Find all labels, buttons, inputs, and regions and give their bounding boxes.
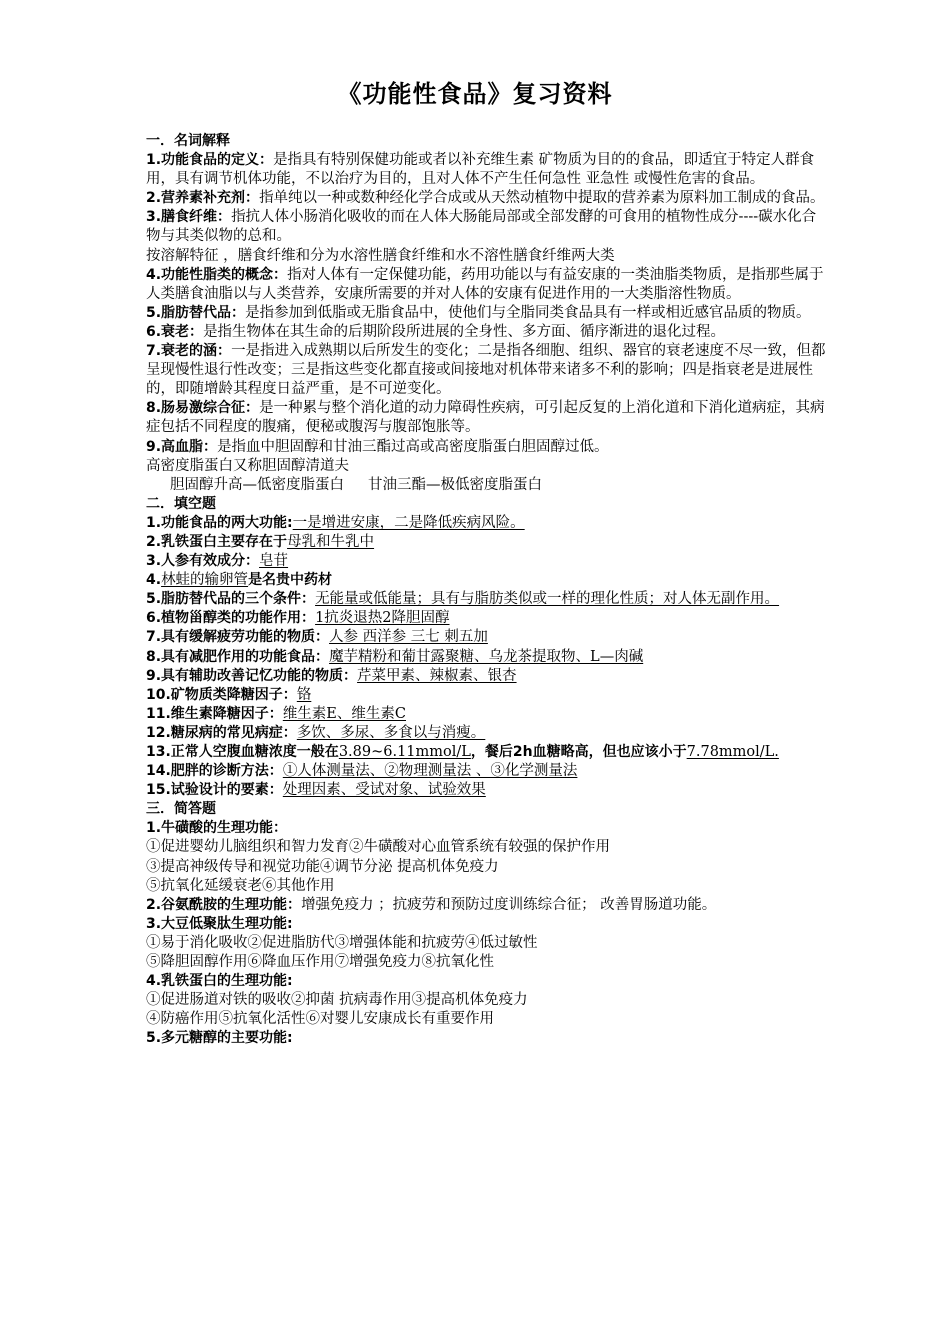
- answer-line: ③提高神级传导和视觉功能④调节分泌 提高机体免疫力: [146, 858, 499, 875]
- section-heading-terms: 一．名词解释: [146, 133, 230, 149]
- question-label: 2.谷氨酰胺的生理功能：: [146, 896, 302, 913]
- document-body: [146, 132, 828, 1049]
- question-label: 4.乳铁蛋白的生理功能:: [146, 973, 293, 990]
- answer-line: ⑤降胆固醇作用⑥降血压作用⑦增强免疫力⑧抗氧化性: [146, 954, 494, 971]
- term-text: 指对人体有一定保健功能，药用功能以与有益安康的一类油脂类物质，是指那些属于人类膳食油脂以与人类营养，安康所需要的并对人体的安康有促进作用的一大类脂溶性物质。: [146, 266, 824, 302]
- term-item: [146, 323, 828, 342]
- fill-number: 4.: [146, 572, 162, 589]
- fill-label: 是名贵中药材: [248, 572, 333, 589]
- term-label: 2.营养素补充剂：: [146, 190, 260, 207]
- fill-label: 13.正常人空腹血糖浓度一般在: [146, 744, 339, 760]
- term-text: 是一种累与整个消化道的动力障碍性疾病，可引起反复的上消化道和下消化道病症，其病症包括不同程度的腹痛，便秘或腹泻与腹部饱胀等。: [146, 400, 825, 436]
- fill-item: [146, 667, 828, 686]
- fill-answer: 维生素E、维生素C: [282, 705, 406, 722]
- term-label: 8.肠易激综合征：: [146, 400, 260, 417]
- fill-answer: 一是增进安康，二是降低疾病风险。: [292, 514, 525, 531]
- term-item: [146, 304, 828, 323]
- fill-item: [146, 686, 828, 705]
- fill-item: [146, 552, 828, 571]
- fill-label: 3.人参有效成分：: [146, 553, 260, 570]
- term-item: [146, 151, 828, 189]
- fill-answer: ①人体测量法、②物理测量法 、③化学测量法: [282, 763, 578, 780]
- ldl-note: 胆固醇升高—低密度脂蛋白: [170, 476, 344, 493]
- term-label: 7.衰老的涵：: [146, 343, 232, 360]
- fill-item: [146, 590, 828, 609]
- fill-label: 1.功能食品的两大功能:: [146, 514, 293, 531]
- fill-answer: 处理因素、受试对象、试验效果: [282, 782, 486, 799]
- term-label: 4.功能性脂类的概念：: [146, 266, 288, 283]
- term-label: 3.膳食纤维：: [146, 209, 232, 226]
- fill-item: [146, 514, 828, 533]
- document-title: 《功能性食品》复习资料: [337, 80, 613, 108]
- fill-item: [146, 648, 828, 667]
- fill-answer: 林蛙的输卵管: [161, 572, 249, 589]
- answer-line: ①易于消化吸收②促进脂肪代③增强体能和抗疲劳④低过敏性: [146, 934, 538, 951]
- fill-answer: 人参 西洋参 三七 刺五加: [329, 629, 488, 646]
- fill-item: [146, 743, 828, 762]
- term-text: 是指参加到低脂或无脂食品中，使他们与全脂同类食品具有一样或相近感官品质的物质。: [245, 304, 811, 321]
- fill-label: 11.维生素降糖因子：: [146, 705, 283, 722]
- fill-item: [146, 781, 828, 800]
- fill-item: [146, 628, 828, 647]
- fill-label: 14.肥胖的诊断方法：: [146, 763, 283, 780]
- term-note: 高密度脂蛋白又称胆固醇清道夫: [146, 457, 349, 474]
- fill-label: 15.试验设计的要素：: [146, 782, 283, 799]
- fill-label: 6.植物甾醇类的功能作用：: [146, 610, 316, 627]
- answer-line: ⑤抗氧化延缓衰老⑥其他作用: [146, 877, 335, 894]
- fill-answer: 3.89~6.11mmol/L: [338, 744, 471, 760]
- term-note: 按溶解特征 ，膳食纤维和分为水溶性膳食纤维和水不溶性膳食纤维两大类: [146, 247, 615, 264]
- fill-label-cont: ，餐后2h血糖略高，但也应该小于: [470, 744, 687, 760]
- fill-answer: 皂苷: [259, 553, 289, 570]
- term-text: 一是指进入成熟期以后所发生的变化；二是指各细胞、组织、器官的衰老速度不尽一致，但都呈现慢性退行性改变；三是指这些变化都直接或间接地对机体带来诸多不利的影响；四是指衰老是进展性的，即随增龄其程度日益严重，是不可逆变化。: [146, 343, 826, 398]
- fill-answer: 魔芋精粉和葡甘露聚糖、乌龙茶提取物、L—肉碱: [329, 648, 644, 665]
- term-item: [146, 342, 828, 399]
- term-label: 6.衰老：: [146, 323, 204, 340]
- fill-item: [146, 609, 828, 628]
- fill-label: 9.具有辅助改善记忆功能的物质：: [146, 667, 358, 684]
- fill-label: 2.乳铁蛋白主要存在于: [146, 533, 288, 550]
- fill-item: [146, 533, 828, 552]
- term-note: [146, 476, 828, 495]
- fill-label: 7.具有缓解疲劳功能的物质：: [146, 629, 330, 646]
- term-item: [146, 208, 828, 246]
- term-text: 是指生物体在其生命的后期阶段所进展的全身性、多方面、循序渐进的退化过程。: [203, 323, 726, 340]
- answer-line: ①促进婴幼儿脑组织和智力发育②牛磺酸对心血管系统有较强的保护作用: [146, 839, 610, 856]
- section-heading-fill: 二．填空题: [146, 495, 216, 512]
- section-heading-short: 三．简答题: [146, 801, 216, 818]
- question-label: 1.牛磺酸的生理功能：: [146, 820, 288, 837]
- fill-answer-2: 7.78mmol/L.: [686, 744, 779, 760]
- fill-answer: 铬: [296, 686, 312, 703]
- term-label: 9.高血脂：: [146, 438, 218, 455]
- term-item: [146, 438, 828, 457]
- question-label: 3.大豆低聚肽生理功能:: [146, 915, 293, 932]
- term-text: 指单纯以一种或数种经化学合成或从天然动植物中提取的营养素为原料加工制成的食品。: [259, 190, 825, 207]
- fill-label: 12.糖尿病的常见病症：: [146, 724, 297, 741]
- question-label: 5.多元糖醇的主要功能:: [146, 1030, 293, 1047]
- fill-label: 8.具有减肥作用的功能食品：: [146, 648, 330, 665]
- fill-answer: 芹菜甲素、辣椒素、银杏: [357, 667, 517, 684]
- question-item: [146, 896, 828, 915]
- fill-answer: 多饮、多尿、多食以与消瘦。: [296, 724, 486, 741]
- term-label: 1.功能食品的定义：: [146, 152, 274, 169]
- term-item: [146, 189, 828, 208]
- fill-item: [146, 705, 828, 724]
- fill-answer: 1抗炎退热2降胆固醇: [315, 610, 450, 627]
- fill-item: [146, 762, 828, 781]
- fill-item: [146, 571, 828, 590]
- term-item: [146, 399, 828, 437]
- fill-label: 5.脂肪替代品的三个条件：: [146, 591, 316, 608]
- vldl-note: 甘油三酯—极低密度脂蛋白: [368, 476, 542, 493]
- fill-label: 10.矿物质类降糖因子：: [146, 686, 297, 703]
- answer-line: ④防癌作用⑤抗氧化活性⑥对婴儿安康成长有重要作用: [146, 1011, 494, 1028]
- term-text: 是指具有特别保健功能或者以补充维生素 矿物质为目的的食品，即适宜于特定人群食用，具有调节机体功能，不以治疗为目的，且对人体不产生任何急性 亚急性 或慢性危害的食品。: [146, 152, 815, 188]
- fill-answer: 无能量或低能量；具有与脂肪类似或一样的理化性质；对人体无副作用。: [315, 591, 780, 608]
- fill-item: [146, 724, 828, 743]
- term-item: [146, 266, 828, 304]
- term-text: 是指血中胆固醇和甘油三酯过高或高密度脂蛋白胆固醇过低。: [217, 438, 609, 455]
- term-text: 指抗人体小肠消化吸收的而在人体大肠能局部或全部发酵的可食用的植物性成分----碳水化合物与其类似物的总和。: [146, 209, 817, 245]
- term-label: 5.脂肪替代品：: [146, 304, 246, 321]
- fill-answer: 母乳和牛乳中: [287, 533, 375, 550]
- answer-text: 增强免疫力 ；抗疲劳和预防过度训练综合征； 改善胃肠道功能。: [301, 896, 717, 913]
- answer-line: ①促进肠道对铁的吸收②抑菌 抗病毒作用③提高机体免疫力: [146, 992, 528, 1009]
